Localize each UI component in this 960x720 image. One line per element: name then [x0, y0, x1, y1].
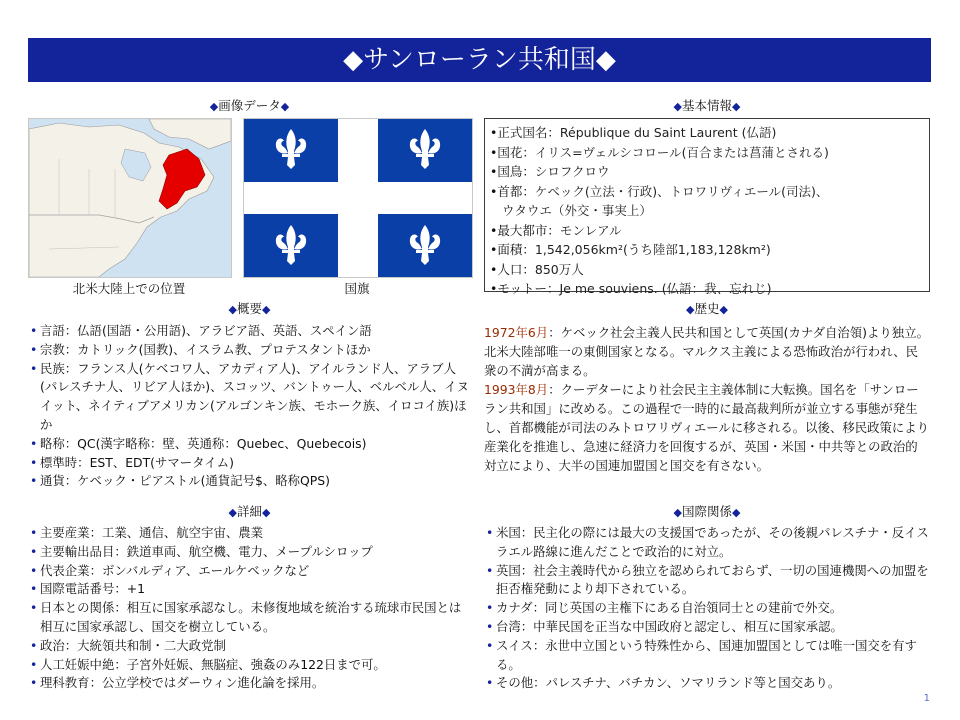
- info-row: •国鳥：シロフクロウ: [490, 164, 610, 179]
- list-item: • 国際電話番号：+1: [28, 580, 473, 599]
- list-item: • カナダ：同じ英国の主権下にある自治領同士との建前で外交。: [484, 599, 930, 618]
- details-list: [28, 524, 473, 693]
- list-item: • 略称：QC(漢字略称：壁、英通称：Quebec、Quebecois): [28, 435, 473, 454]
- info-row: •国花：イリス=ヴェルシコロール(百合または菖蒲とされる): [490, 144, 829, 160]
- info-row-continuation: ウタウエ（外交・事実上）: [502, 203, 652, 218]
- basic-info-box: [484, 118, 930, 296]
- info-row: •モットー：Je me souviens. (仏語：我、忘れじ): [490, 281, 772, 296]
- list-item: • 理科教育：公立学校ではダーウィン進化論を採用。: [28, 674, 473, 693]
- list-item: • スイス：永世中立国という特殊性から、国連加盟国としては唯一国交を有する。: [484, 637, 930, 675]
- info-row: •面積：1,542,056km²(うち陸部1,183,128km²): [490, 242, 771, 257]
- section-header-details: ◆詳細◆: [228, 504, 271, 519]
- intl-list: [484, 524, 930, 693]
- list-item: • 宗教：カトリック(国教)、イスラム教、プロテスタントほか: [28, 341, 473, 360]
- list-item: • 代表企業：ボンバルディア、エールケベックなど: [28, 562, 473, 581]
- page-title: ◆サンローラン共和国◆: [28, 38, 931, 82]
- section-header-history: ◆歴史◆: [686, 301, 728, 316]
- section-header-image-data: ◆画像データ◆: [209, 98, 290, 113]
- history-entry: 1993年8月：クーデターにより社会民主主義体制に大転換。国名を「サンローラン共和国」に改める。この過程で一時的に最高裁判所が並立する事態が発生し、首都機能が司法のみトロワリヴィエールに移される。以後、移民政策により産業化を推進し、急速に経済力を回復するが、英国・米国・中共等との政治的対立により、大半の国連加盟国と国交を有さない。: [484, 382, 930, 473]
- map-graphic: [29, 119, 231, 277]
- page-number: 1: [923, 693, 930, 704]
- overview-list: [28, 322, 473, 491]
- list-item: • 標準時：EST、EDT(サマータイム): [28, 454, 473, 473]
- section-header-overview: ◆概要◆: [228, 301, 271, 316]
- flag-graphic: [244, 119, 472, 277]
- list-item: • その他：パレスチナ、バチカン、ソマリランド等と国交あり。: [484, 674, 930, 693]
- info-row: •正式国名：République du Saint Laurent (仏語): [490, 125, 777, 140]
- list-item: • 政治：大統領共和制・二大政党制: [28, 637, 473, 656]
- list-item: • 主要輸出品目：鉄道車両、航空機、電力、メープルシロップ: [28, 543, 473, 562]
- list-item: • 人工妊娠中絶：子宮外妊娠、無脳症、強姦のみ122日まで可。: [28, 656, 473, 675]
- list-item: • 通貨：ケベック・ピアストル(通貨記号$、略称QPS): [28, 472, 473, 491]
- list-item: • 言語：仏語(国語・公用語)、アラビア語、英語、スペイン語: [28, 322, 473, 341]
- history-entry: 1972年6月：ケベック社会主義人民共和国として英国(カナダ自治領)より独立。北米大陸部唯一の東側国家となる。マルクス主義による恐怖政治が行われ、民衆の不満が高まる。: [484, 325, 929, 378]
- list-item: • 台湾：中華民国を正当な中国政府と認定し、相互に国家承認。: [484, 618, 930, 637]
- info-row: •最大都市：モンレアル: [490, 222, 622, 238]
- list-item: • 主要産業：工業、通信、航空宇宙、農業: [28, 524, 473, 543]
- section-header-basic-info: ◆基本情報◆: [673, 98, 741, 113]
- list-item: • 民族：フランス人(ケベコワ人、アカディア人)、アイルランド人、アラブ人(パレスチナ人、リビア人ほか)、スコッツ、バントゥー人、ベルベル人、イヌイット、ネイティブアメリカン(アルゴンキン族、モホーク族、イロコイ族)ほか: [28, 360, 473, 435]
- list-item: • 日本との関係：相互に国家承認なし。未修復地域を統治する琉球市民国とは相互に国家承認し、国交を樹立している。: [28, 599, 473, 637]
- map-caption: 北米大陸上での位置: [72, 281, 186, 296]
- section-header-intl: ◆国際関係◆: [673, 504, 741, 519]
- flag-caption: 国旗: [344, 281, 370, 296]
- list-item: • 英国：社会主義時代から独立を認められておらず、一切の国連機関への加盟を拒否権発動により却下されている。: [484, 562, 930, 600]
- list-item: • 米国：民主化の際には最大の支援国であったが、その後親パレスチナ・反イスラエル路線に進んだことで政治的に対立。: [484, 524, 930, 562]
- national-flag: [243, 118, 473, 278]
- north-america-location-map: [28, 118, 232, 278]
- info-row: •人口：850万人: [490, 261, 584, 277]
- history-text: [484, 324, 930, 475]
- info-row: •首都：ケベック(立法・行政)、トロワリヴィエール(司法)、: [490, 183, 829, 199]
